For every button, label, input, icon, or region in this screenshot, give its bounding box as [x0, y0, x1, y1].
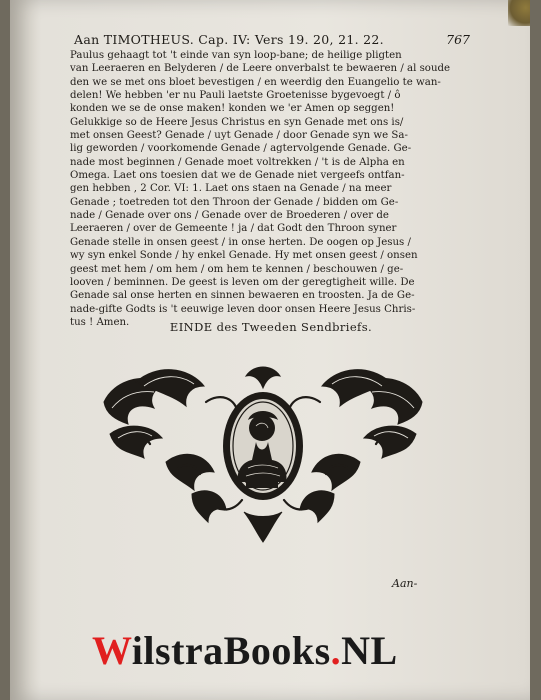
text-line: geest met hem / om hem / om hem te kennen / beschouwen / ge-	[70, 263, 404, 275]
text-line: Genade sal onse herten en sinnen bewaeren en troosten. Ja de Ge-	[70, 290, 415, 302]
text-line: gen hebben , 2 Cor. VI: 1. Laet ons staen na Genade / na meer	[70, 183, 392, 195]
text-line: delen! We hebben 'er nu Pauli laetste Groetenisse bygevoegt / ô	[70, 90, 401, 102]
text-line: nade-gifte Godts is 't eeuwige leven door onsen Heere Jesus Chris-	[70, 303, 416, 315]
text-line: nade most beginnen / Genade moet voltrekken / 't is de Alpha en	[70, 156, 405, 168]
text-line: looven / beminnen. De geest is leven om der geregtigheit wille. De	[70, 276, 415, 288]
text-line: wy syn enkel Sonde / hy enkel Genade. Hy met onsen geest / onsen	[70, 250, 418, 262]
paper-stain	[508, 0, 530, 26]
text-line: met onsen Geest? Genade / uyt Genade / door Genade syn we Sa-	[70, 130, 408, 142]
page-number: 767	[446, 32, 470, 47]
text-line: Genade ; toetreden tot den Throon der Genade / bidden om Ge-	[70, 196, 399, 208]
running-head-title: Aan TIMOTHEUS. Cap. IV: Vers 19. 20, 21. 22.	[74, 32, 384, 47]
text-line: Genade stelle in onsen geest / in onse herten. De oogen op Jesus /	[70, 236, 411, 248]
running-head	[74, 32, 470, 48]
baroque-ornament-icon	[96, 362, 430, 544]
body-text	[70, 49, 474, 329]
book-page	[10, 0, 530, 700]
text-line: lig geworden / voorkomende Genade / agtervolgende Genade. Ge-	[70, 143, 412, 155]
text-line: Paulus gehaagt tot 't einde van syn loop-bane; de heilige pligten	[70, 50, 402, 61]
catchword: Aan-	[392, 577, 418, 590]
watermark-logo: WilstraBooks.NL	[92, 628, 398, 673]
text-line: Omega. Laet ons toesien dat we de Genade niet vergeefs ontfan-	[70, 170, 405, 182]
text-line: den we se met ons bloet bevestigen / en weerdig den Euangelio te wan-	[70, 76, 441, 88]
end-title: EINDE des Tweeden Sendbriefs.	[169, 320, 373, 334]
text-line: konden we se de onse maken! konden we 'er Amen op seggen!	[70, 103, 395, 115]
text-line: Gelukkige so de Heere Jesus Christus en syn Genade met ons is/	[70, 116, 404, 128]
text-line: Leeraeren / over de Gemeente ! ja / dat Godt den Throon syner	[70, 223, 397, 235]
text-line: van Leeraeren en Belyderen / de Leere onverbalst te bewaeren / al soude	[70, 63, 451, 75]
text-line: nade / Genade over ons / Genade over de Broederen / over de	[70, 210, 389, 222]
text-line: tus ! Amen.	[70, 316, 130, 328]
